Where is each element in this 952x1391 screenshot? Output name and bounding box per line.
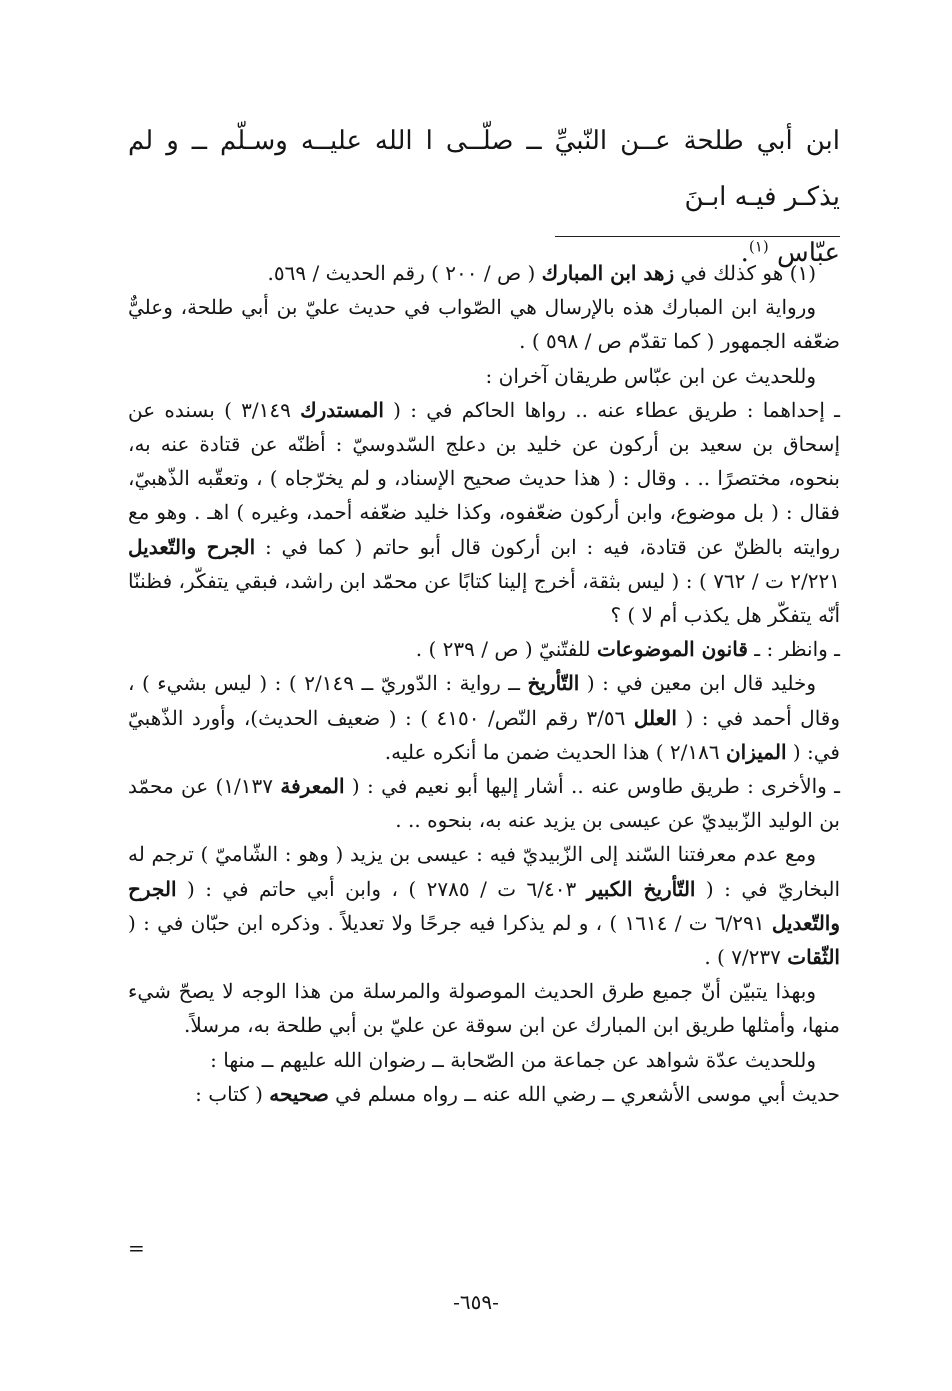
footnote-1-prefix: (١) هو كذلك في	[674, 261, 816, 285]
source-title: التّأريخ	[527, 671, 580, 696]
footnote-paragraph	[128, 632, 840, 666]
footnotes-section	[128, 256, 840, 1111]
source-title: الثّقات	[787, 945, 840, 970]
footnote-paragraph	[128, 769, 840, 837]
source-title: قانون الموضوعات	[596, 637, 748, 662]
main-line-2-end: .	[740, 238, 749, 268]
footnote-paragraph	[128, 393, 840, 632]
source-title: الجرح والتّعديل	[128, 876, 841, 935]
source-title: المعرفة	[280, 774, 345, 799]
footnote-paragraph: وبهذا يتبيّن أنّ جميع طرق الحديث الموصولة والمرسلة من هذا الوجه لا يصحّ شيء منها، وأمثلها طريق ابن المبارك عن ابن سوقة عن عليّ بن أبي طلحة به، مرسلاً.	[128, 979, 840, 1038]
page-number: -٦٥٩-	[453, 1290, 499, 1314]
continuation-mark: =	[128, 1236, 145, 1260]
footnote-1-source: زهد ابن المبارك	[541, 261, 675, 285]
text-run: ـ إحداهما : طريق عطاء عنه .. رواها الحاكم في : (	[383, 397, 841, 422]
text-run: ٢/١٨٦ ) هذا الحديث ضمن ما أنكره عليه.	[384, 739, 726, 764]
text-run: للفتّنيّ ( ص / ٢٣٩ ) .	[415, 637, 597, 662]
text-run: ٣/١٤٩ ) بسنده عن إسحاق بن سعيد بن أركون عن خليد بن دعلج السّدوسيّ : أظنّه عن قتادة عنه به، بنحوه، مختصرًا .. . وقال : ( هذا حديث صحيح الإسناد، و لم يخرّجاه ) ، وتعقّبه الذّهبيّ، فقال : ( بل موضوع، وابن أركون ضعّفوه، وكذا خليد ضعّفه أحمد، وغيره ) اهـ . وهو مع روايته بالظنّ عن قتادة، فيه : ابن أركون قال أبو حاتم ( كما في :	[128, 397, 841, 559]
source-title: العلل	[633, 705, 677, 730]
footnote-paragraph: وللحديث عدّة شواهد عن جماعة من الصّحابة ــ رضوان الله عليهم ــ منها :	[210, 1047, 816, 1072]
main-line-2: عبّاس	[776, 238, 840, 268]
main-line-1: ابن أبي طلحة عــن النّبيِّ ــ صلّــى ا الله عليــه وسـلّم ــ و لم يذكـر فيـه ابـنَ	[128, 126, 840, 212]
text-run: ـ وانظر : ـ	[747, 637, 840, 662]
text-run: ٣/٥٦ رقم النّص/ ٤١٥٠ ) : ( ضعيف الحديث)، وأورد الذّهبيّ في: (	[128, 705, 840, 764]
text-run: ١/١٣٧) عن محمّد بن الوليد الزّبيديّ عن عيسى بن يزيد عنه به، بنحوه .. .	[128, 774, 840, 833]
text-run: ــ رواية : الدّوريّ ــ ٢/١٤٩ ) : ( ليس بشيء ) ، وقال أحمد في : (	[128, 671, 841, 730]
text-run: ومع عدم معرفتنا السّند إلى الزّبيديّ فيه : عيسى بن يزيد ( وهو : الشّاميّ ) ترجم له البخاريّ في : (	[128, 842, 841, 901]
source-title: صحيحه	[269, 1081, 329, 1106]
text-run: ـ والأخرى : طريق طاوس عنه .. أشار إليها أبو نعيم في : (	[344, 774, 841, 799]
footnote-1-suffix: ( ص / ٢٠٠ ) رقم الحديث / ٥٦٩.	[267, 261, 542, 285]
source-title: الميزان	[725, 739, 787, 764]
footnote-reference: (١)	[748, 237, 769, 256]
footnote-divider	[555, 236, 840, 237]
footnote-paragraph	[128, 837, 840, 974]
text-run: ٦/٢٩١ ت / ١٦١٤ ) ، و لم يذكرا فيه جرحًا ولا تعديلاً . وذكره ابن حبّان في : (	[128, 910, 772, 935]
footnote-1	[128, 256, 840, 290]
footnote-paragraph: وللحديث عن ابن عبّاس طريقان آخران :	[485, 363, 816, 388]
source-title: التّأريخ الكبير	[586, 876, 696, 901]
source-title: الجرح والتّعديل	[128, 534, 256, 559]
footnote-paragraph: ورواية ابن المبارك هذه بالإرسال هي الصّواب في حديث عليّ بن أبي طلحة، وعليٌّ ضعّفه الجمهور ( كما تقدّم ص / ٥٩٨ ) .	[128, 295, 840, 354]
text-run: وخليد قال ابن معين في : (	[579, 671, 817, 696]
text-run: ( كتاب :	[195, 1081, 270, 1106]
text-run: ٦/٤٠٣ ت / ٢٧٨٥ ) ، وابن أبي حاتم في : (	[176, 876, 587, 901]
text-run: ٢/٢٢١ ت / ٧٦٢ ) : ( ليس بثقة، أخرج إلينا كتابًا عن محمّد ابن راشد، فبقي يتفكّر، فظننّا أنّه يتفكّر هل يكذب أم لا ) ؟	[128, 568, 840, 628]
text-run: حديث أبي موسى الأشعري ــ رضي الله عنه ــ رواه مسلم في	[328, 1081, 840, 1106]
text-run: ٧/٢٣٧ ) .	[704, 945, 788, 970]
footnote-paragraph	[128, 666, 840, 769]
source-title: المستدرك	[300, 397, 384, 422]
footnote-paragraph	[128, 1077, 840, 1111]
